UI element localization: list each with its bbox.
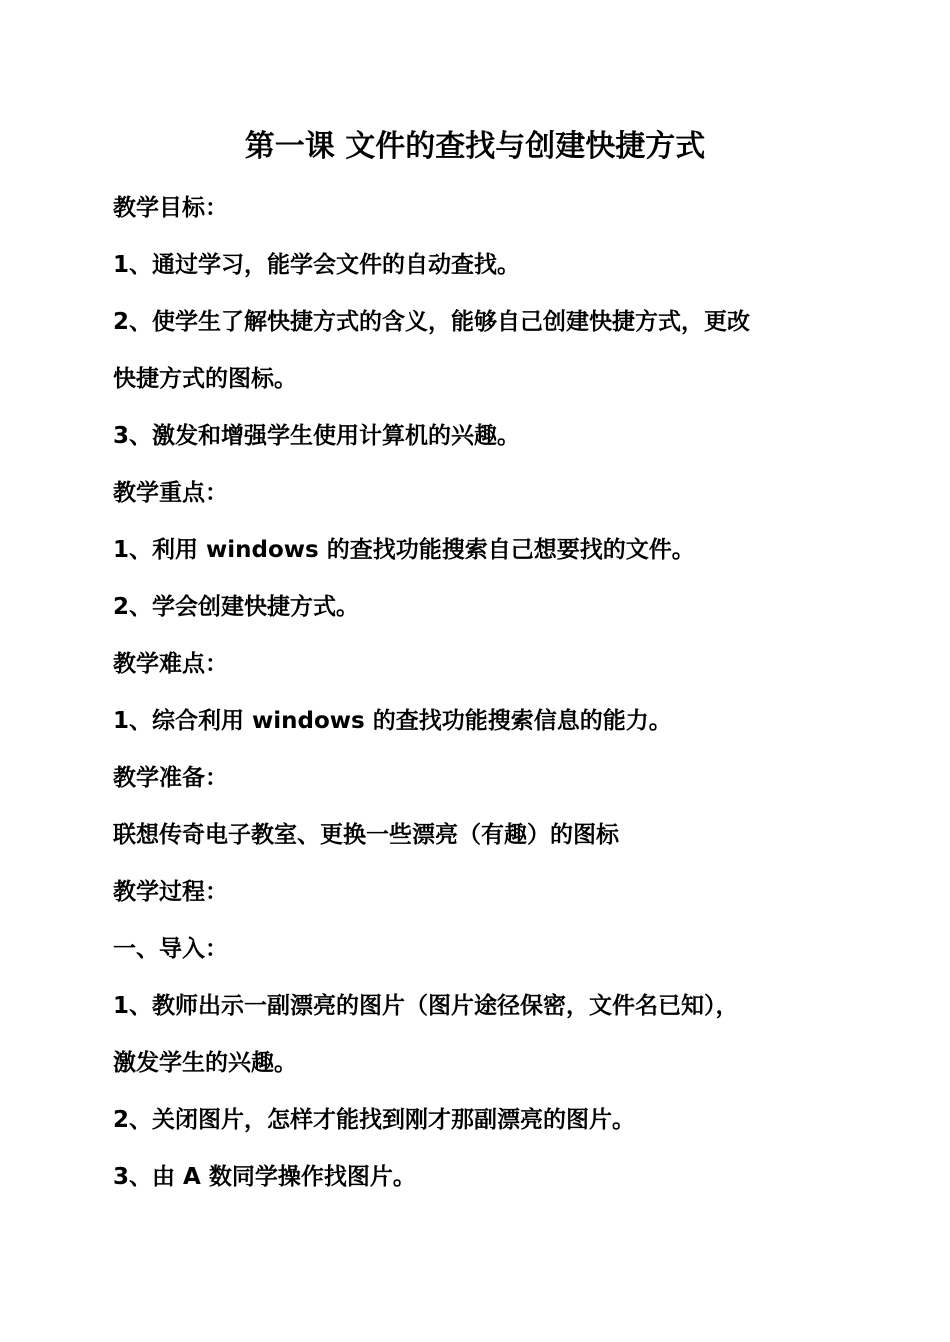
paragraph-line: 2、关闭图片，怎样才能找到刚才那副漂亮的图片。 — [113, 1107, 636, 1133]
subsection-heading-introduction: 一、导入： — [113, 936, 228, 962]
paragraph-line: 1、通过学习，能学会文件的自动查找。 — [113, 252, 521, 278]
paragraph-line: 3、由 A 数同学操作找图片。 — [113, 1164, 416, 1190]
section-heading-key-points: 教学重点： — [113, 480, 228, 506]
paragraph-line: 联想传奇电子教室、更换一些漂亮（有趣）的图标 — [113, 822, 619, 848]
page-title: 第一课 文件的查找与创建快捷方式 — [244, 129, 706, 164]
paragraph-line: 激发学生的兴趣。 — [113, 1050, 297, 1076]
paragraph-line: 1、综合利用 windows 的查找功能搜索信息的能力。 — [113, 708, 672, 734]
section-heading-process: 教学过程： — [113, 879, 228, 905]
paragraph-line: 2、学会创建快捷方式。 — [113, 594, 360, 620]
paragraph-line: 快捷方式的图标。 — [113, 366, 297, 392]
paragraph-line: 1、教师出示一副漂亮的图片（图片途径保密，文件名已知）， — [113, 993, 739, 1019]
paragraph-line: 2、使学生了解快捷方式的含义，能够自己创建快捷方式，更改 — [113, 309, 751, 335]
paragraph-line: 3、激发和增强学生使用计算机的兴趣。 — [113, 423, 521, 449]
section-heading-objectives: 教学目标： — [113, 195, 228, 221]
document-body — [113, 180, 843, 1206]
section-heading-preparation: 教学准备： — [113, 765, 228, 791]
section-heading-difficulties: 教学难点： — [113, 651, 228, 677]
paragraph-line: 1、利用 windows 的查找功能搜索自己想要找的文件。 — [113, 537, 695, 563]
